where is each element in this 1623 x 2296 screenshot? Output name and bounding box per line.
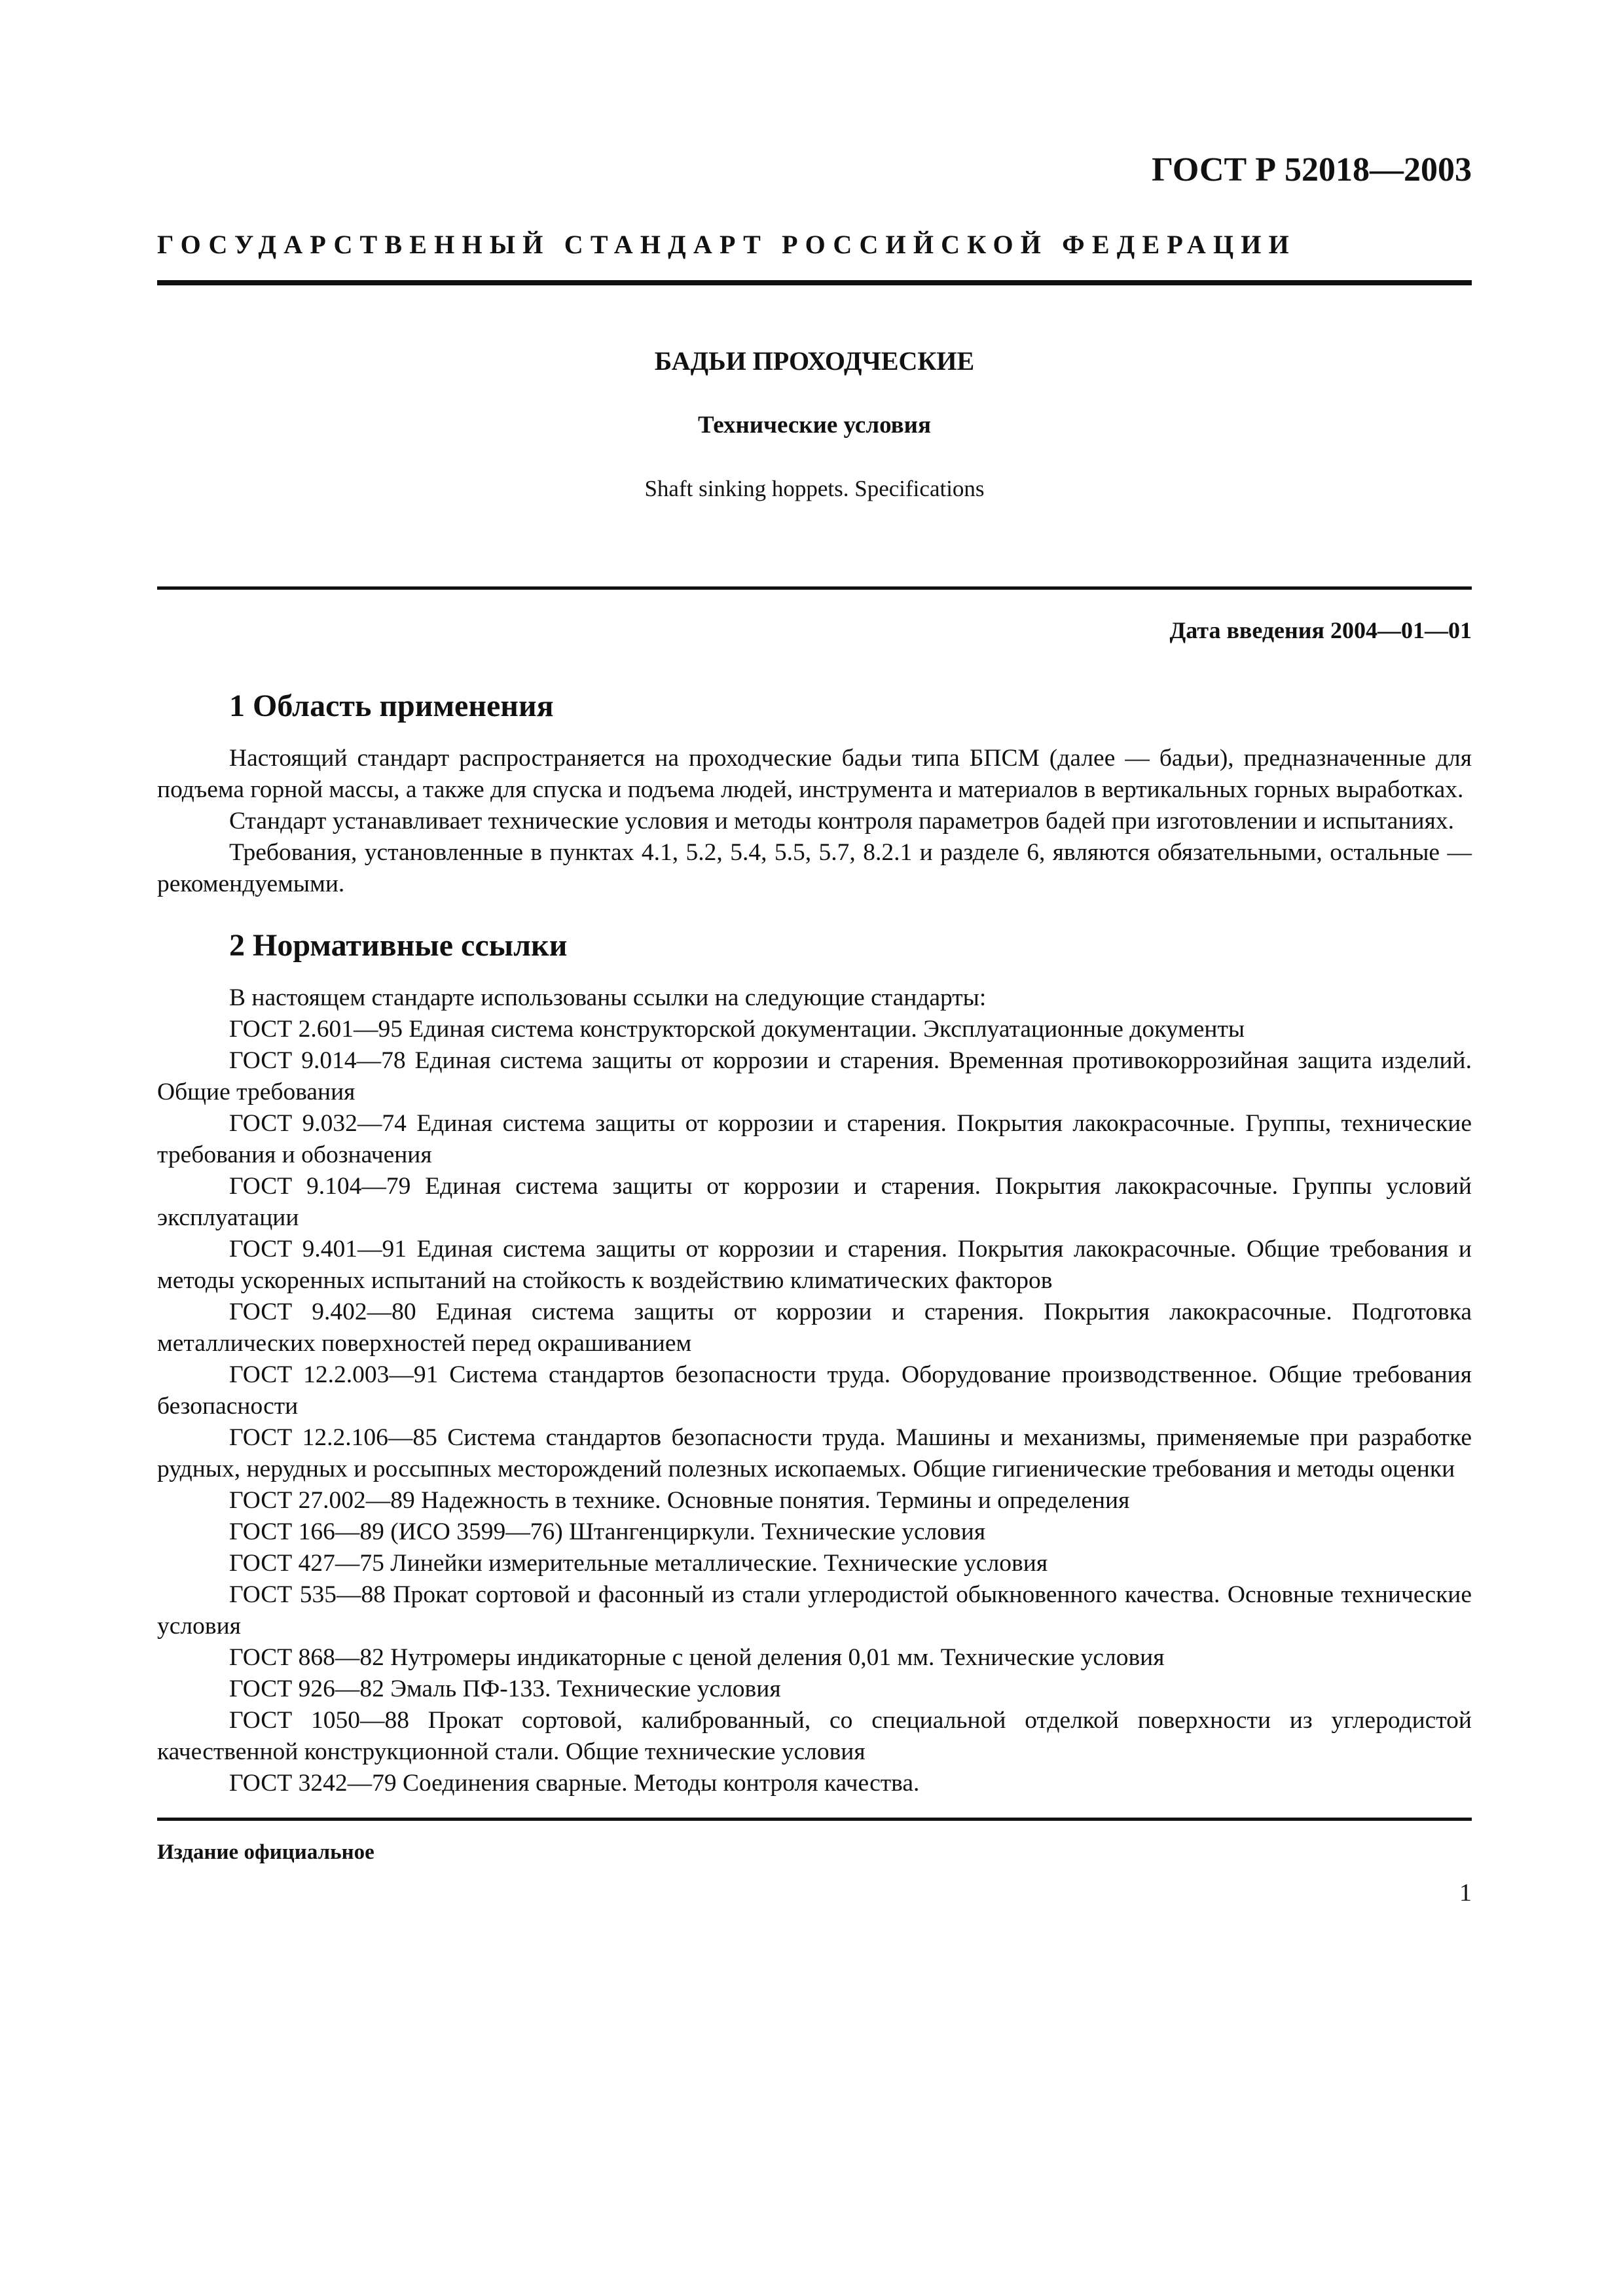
reference-item: ГОСТ 9.402—80 Единая система защиты от коррозии и старения. Покрытия лакокрасочные. Подготовка металлических поверхностей перед окрашиванием — [157, 1299, 1472, 1357]
reference-item: ГОСТ 27.002—89 Надежность в технике. Основные понятия. Термины и определения — [229, 1487, 1130, 1514]
reference-item: ГОСТ 166—89 (ИСО 3599—76) Штангенциркули. Технические условия — [229, 1518, 986, 1545]
state-standard-heading: ГОСУДАРСТВЕННЫЙ СТАНДАРТ РОССИЙСКОЙ ФЕДЕРАЦИИ — [157, 230, 1296, 259]
reference-item: ГОСТ 12.2.106—85 Система стандартов безопасности труда. Машины и механизмы, применяемые при разработке рудных, нерудных и россыпных месторождений полезных ископаемых. Общие гигиенические требования и методы оценки — [157, 1424, 1472, 1482]
section-2-heading: 2 Нормативные ссылки — [229, 928, 568, 963]
english-title: Shaft sinking hoppets. Specifications — [644, 476, 985, 501]
references-list — [157, 982, 1472, 1799]
title-divider — [157, 586, 1472, 590]
reference-item: ГОСТ 3242—79 Соединения сварные. Методы контроля качества. — [229, 1770, 920, 1797]
reference-item: ГОСТ 9.401—91 Единая система защиты от коррозии и старения. Покрытия лакокрасочные. Общие требования и методы ускоренных испытаний на стойкость к воздействию климатических факторов — [157, 1236, 1472, 1294]
document-title: БАДЬИ ПРОХОДЧЕСКИЕ — [654, 346, 975, 376]
document-code: ГОСТ Р 52018—2003 — [1152, 151, 1472, 188]
section-1-heading: 1 Область применения — [229, 689, 554, 723]
reference-item: ГОСТ 9.014—78 Единая система защиты от коррозии и старения. Временная противокоррозийная защита изделий. Общие требования — [157, 1047, 1472, 1105]
reference-item: ГОСТ 2.601—95 Единая система конструкторской документации. Эксплуатационные документы — [229, 1016, 1245, 1043]
reference-item: ГОСТ 535—88 Прокат сортовой и фасонный из стали углеродистой обыкновенного качества. Основные технические условия — [157, 1581, 1472, 1640]
document-subtitle: Технические условия — [698, 412, 931, 439]
edition-note: Издание официальное — [157, 1840, 374, 1864]
section-1-paragraph: Стандарт устанавливает технические условия и методы контроля параметров бадей при изготовлении и испытаниях. — [229, 808, 1454, 834]
reference-item: ГОСТ 427—75 Линейки измерительные металлические. Технические условия — [229, 1550, 1048, 1577]
section-1-paragraph: Требования, установленные в пунктах 4.1, 5.2, 5.4, 5.5, 5.7, 8.2.1 и разделе 6, являются обязательными, остальные — рекомендуемыми. — [157, 839, 1472, 897]
document-page — [157, 151, 1472, 2179]
reference-item: ГОСТ 926—82 Эмаль ПФ-133. Технические условия — [229, 1676, 781, 1702]
reference-item: ГОСТ 9.104—79 Единая система защиты от коррозии и старения. Покрытия лакокрасочные. Группы условий эксплуатации — [157, 1173, 1472, 1231]
reference-item: ГОСТ 1050—88 Прокат сортовой, калиброванный, со специальной отделкой поверхности из углеродистой качественной конструкционной стали. Общие технические условия — [157, 1707, 1472, 1765]
references-intro: В настоящем стандарте использованы ссылки на следующие стандарты: — [229, 984, 987, 1011]
introduction-date: Дата введения 2004—01—01 — [1169, 617, 1472, 643]
footer-divider — [157, 1818, 1472, 1821]
reference-item: ГОСТ 12.2.003—91 Система стандартов безопасности труда. Оборудование производственное. Общие требования безопасности — [157, 1361, 1472, 1420]
header-divider — [157, 280, 1472, 285]
reference-item: ГОСТ 9.032—74 Единая система защиты от коррозии и старения. Покрытия лакокрасочные. Группы, технические требования и обозначения — [157, 1110, 1472, 1168]
page-number: 1 — [1459, 1879, 1472, 1907]
section-1-paragraph: Настоящий стандарт распространяется на проходческие бадьи типа БПСМ (далее — бадьи), предназначенные для подъема горной массы, а также для спуска и подъема людей, инструмента и материалов в вертикальных горных выработках. — [157, 745, 1472, 803]
reference-item: ГОСТ 868—82 Нутромеры индикаторные с ценой деления 0,01 мм. Технические условия — [229, 1644, 1165, 1671]
